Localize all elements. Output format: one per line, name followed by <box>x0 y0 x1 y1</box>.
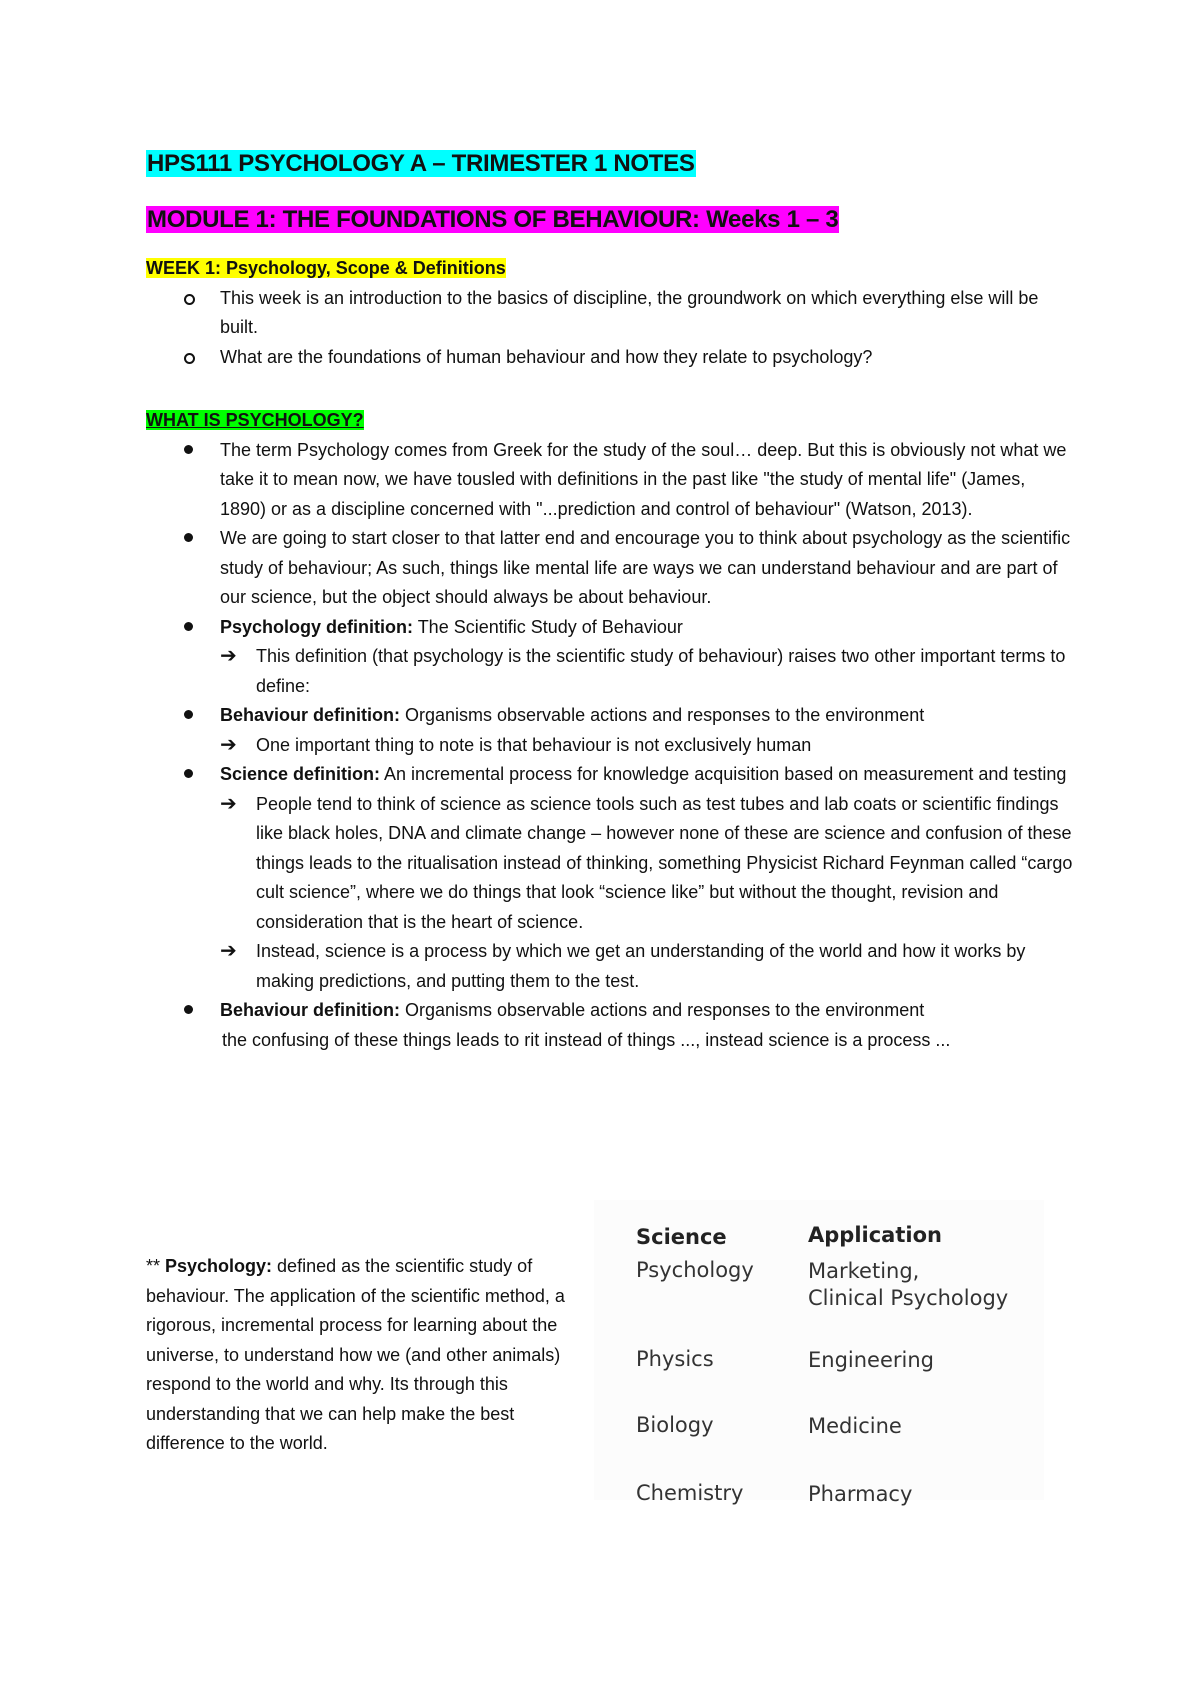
list-item: We are going to start closer to that latter end and encourage you to think about psychology as the scientific study of behaviour; As such, things like mental life are ways we can understand behaviour and are part of our science, but the object should always be about behaviour. <box>146 524 1076 613</box>
table-cell-science: Psychology <box>636 1258 754 1282</box>
what-is-heading: WHAT IS PSYCHOLOGY? <box>146 410 364 430</box>
list-item: This week is an introduction to the basics of discipline, the groundwork on which everything else will be built. <box>146 284 1076 343</box>
table-cell-application: Clinical Psychology <box>808 1286 1009 1310</box>
list-item: Behaviour definition: Organisms observable actions and responses to the environment ➔ One important thing to note is that behaviour is not exclusively human <box>146 701 1076 760</box>
arrow-list <box>220 790 1076 997</box>
arrow-item: ➔ This definition (that psychology is the scientific study of behaviour) raises two other important terms to define: <box>220 642 1076 701</box>
table-cell-application: Pharmacy <box>808 1482 913 1506</box>
week-heading: WEEK 1: Psychology, Scope & Definitions <box>146 258 506 278</box>
arrow-list <box>220 642 1076 701</box>
arrow-item: ➔ One important thing to note is that behaviour is not exclusively human <box>220 731 1076 761</box>
week-list <box>146 284 1076 373</box>
right-arrow-icon: ➔ <box>220 792 237 815</box>
list-item: What are the foundations of human behaviour and how they relate to psychology? <box>146 343 1076 373</box>
open-circle-bullet-icon <box>184 353 195 364</box>
document-title: HPS111 PSYCHOLOGY A – TRIMESTER 1 NOTES <box>147 150 695 177</box>
filled-circle-bullet-icon <box>184 769 193 778</box>
science-application-table <box>594 1200 1044 1506</box>
right-arrow-icon: ➔ <box>220 733 237 756</box>
table-cell-science: Physics <box>636 1347 714 1371</box>
definitions-list <box>146 436 1076 1026</box>
behaviour-definition-label: Behaviour definition: <box>220 1000 400 1020</box>
list-item: Science definition: An incremental process for knowledge acquisition based on measurement and testing ➔ People tend to think of science as science tools such as test tubes and lab coats or scientific findings like black holes, DNA and climate change – however none of these are science and confusion of these things leads to the ritualisation instead of thinking, something Physicist Richard Feynman called “cargo cult science”, where we do things that look “science like” but without the thought, revision and consideration that is the heart of science. ➔ Instead, science is a process by which we get an understanding of the world and how it works by making predictions, and putting them to the test. <box>146 760 1076 996</box>
filled-circle-bullet-icon <box>184 533 193 542</box>
right-arrow-icon: ➔ <box>220 940 237 962</box>
behaviour-definition-label: Behaviour definition: <box>220 705 400 725</box>
list-item: Psychology definition: The Scientific Study of Behaviour ➔ This definition (that psychology is the scientific study of behaviour) raises two other important terms to define: <box>146 613 1076 702</box>
right-arrow-icon: ➔ <box>220 645 237 667</box>
table-cell-science: Biology <box>636 1413 714 1437</box>
week-section <box>146 254 1076 372</box>
filled-circle-bullet-icon <box>184 445 193 454</box>
what-is-section <box>146 406 1076 1055</box>
side-note-label: Psychology: <box>165 1256 273 1276</box>
list-item: Behaviour definition: Organisms observable actions and responses to the environment <box>146 996 1076 1026</box>
filled-circle-bullet-icon <box>184 1005 193 1014</box>
filled-circle-bullet-icon <box>184 710 193 719</box>
filled-circle-bullet-icon <box>184 622 193 631</box>
trailing-note: the confusing of these things leads to rit instead of things ..., instead science is a process ... <box>222 1029 951 1050</box>
psychology-side-note: ** Psychology: defined as the scientific study of behaviour. The application of the scientific method, a rigorous, incremental process for learning about the universe, to understand how we (and other animals) respond to the world and why. Its through this understanding that we can help make the best difference to the world. <box>146 1256 565 1453</box>
table-cell-application: Medicine <box>808 1414 902 1438</box>
psychology-definition-label: Psychology definition: <box>220 616 414 637</box>
table-cell-science: Chemistry <box>636 1481 744 1505</box>
arrow-list <box>220 731 1076 761</box>
science-definition-label: Science definition: <box>220 764 381 784</box>
list-item: The term Psychology comes from Greek for the study of the soul… deep. But this is obviously not what we take it to mean now, we have tousled with definitions in the past like "the study of mental life" (James, 1890) or as a discipline concerned with "...prediction and control of behaviour" (Watson, 2013). <box>146 436 1076 525</box>
header-application: Application <box>808 1223 942 1247</box>
table-cell-application: Marketing, <box>808 1259 920 1283</box>
module-heading: MODULE 1: THE FOUNDATIONS OF BEHAVIOUR: Weeks 1 – 3 <box>147 206 839 233</box>
arrow-item: ➔ Instead, science is a process by which we get an understanding of the world and how it works by making predictions, and putting them to the test. <box>220 937 1076 996</box>
arrow-item: ➔ People tend to think of science as science tools such as test tubes and lab coats or scientific findings like black holes, DNA and climate change – however none of these are science and confusion of these things leads to the ritualisation instead of thinking, something Physicist Richard Feynman called “cargo cult science”, where we do things that look “science like” but without the thought, revision and consideration that is the heart of science. <box>220 790 1076 938</box>
table-cell-application: Engineering <box>808 1348 934 1372</box>
header-science: Science <box>636 1225 727 1249</box>
open-circle-bullet-icon <box>184 294 195 305</box>
